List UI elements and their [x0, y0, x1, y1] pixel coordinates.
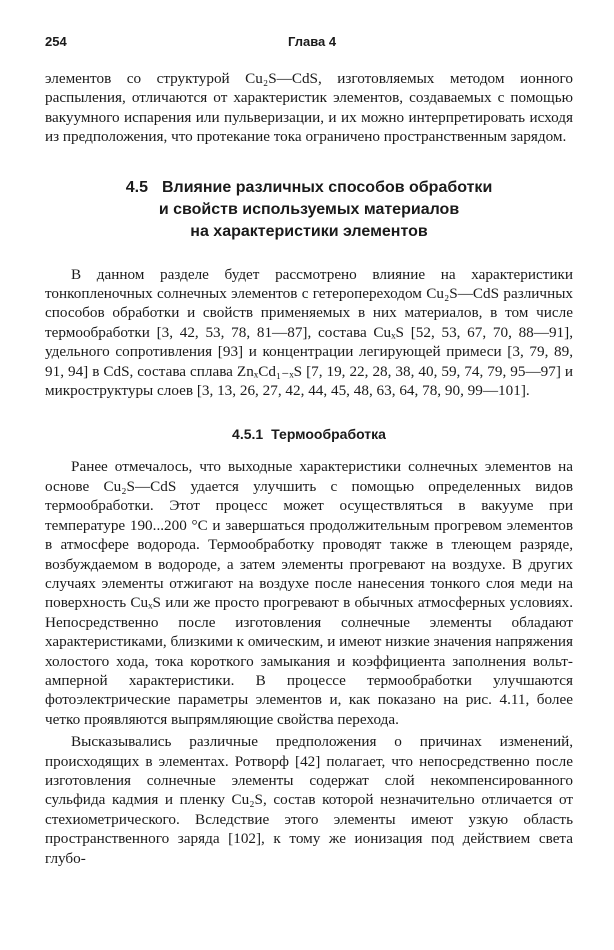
- section-heading: [45, 177, 573, 243]
- section-title-line-1: [45, 177, 573, 199]
- book-page: [45, 34, 573, 868]
- subsection-number: 4.5.1: [232, 426, 264, 443]
- intro-paragraph: элементов со структурой Cu₂S—CdS, изготовляемых методом ионного распыления, отличаются от характеристик элементов, создаваемых с помощью вакуумного испарения или пульверизации, и их можно интерпретировать исходя из предположения, что протекание тока ограничено пространственным зарядом.: [45, 70, 573, 146]
- section-title-line-2: и свойств используемых материалов: [158, 200, 460, 218]
- running-head: [45, 34, 573, 56]
- section-number: 4.5: [125, 178, 148, 196]
- subsection-title: Термообработка: [271, 426, 386, 443]
- section-title-line-3: на характеристики элементов: [190, 222, 428, 240]
- section-title-text-1: Влияние различных способов обработки: [161, 178, 493, 196]
- chapter-label: Глава 4: [288, 34, 337, 49]
- subsection-paragraph-1: Ранее отмечалось, что выходные характеристики солнечных элементов на основе Cu₂S—CdS удается улучшить с помощью определенных видов термообработки. Этот процесс может осуществляться в вакууме при температуре 190...200 °С и завершаться продолжительным прогревом элементов в атмосфере водорода. Термообработку проводят также в тлеющем разряде, возбуждаемом в водороде, а затем элементы прогревают на воздухе. В других случаях элементы отжигают на воздухе после нанесения тонкого слоя меди на поверхность CuₓS или же просто прогревают в обычных атмосферных условиях. Непосредственно после изготовления солнечные элементы обладают характеристиками, близкими к омическим, и имеют низкие значения напряжения холостого хода, тока короткого замыкания и коэффициента заполнения вольт-амперной характеристики. В процессе термообработки улучшаются фотоэлектрические параметры элементов и, как показано на рис. 4.11, более четко проявляются выпрямляющие свойства перехода.: [45, 458, 573, 728]
- subsection-heading: [45, 424, 573, 444]
- page-number: 254: [45, 34, 67, 49]
- subsection-paragraph-2: Высказывались различные предположения о причинах изменений, происходящих в элементах. Ротворф [42] полагает, что непосредственно после изготовления солнечные элементы содержат слой некомпенсированного сульфида кадмия и пленку Cu₂S, состав которой незначительно отличается от стехиометрического. Вследствие этого элементы имеют узкую область пространственного заряда [102], к тому же ионизация под действием света глубо-: [45, 733, 573, 867]
- section-paragraph: В данном разделе будет рассмотрено влияние на характеристики тонкопленочных солнечных элементов с гетеропереходом Cu₂S—CdS различных способов обработки и свойств применяемых в них материалов, в том числе термообработки [3, 42, 53, 78, 81—87], состава CuₓS [52, 53, 67, 70, 88—91], удельного сопротивления [93] и концентрации легирующей примеси [3, 79, 89, 91, 94] в CdS, состава сплава ZnₓCd₁₋ₓS [7, 19, 22, 28, 38, 40, 59, 74, 79, 95—97] и микроструктуры слоев [3, 13, 26, 27, 42, 44, 45, 48, 63, 64, 78, 90, 99—101].: [45, 265, 573, 400]
